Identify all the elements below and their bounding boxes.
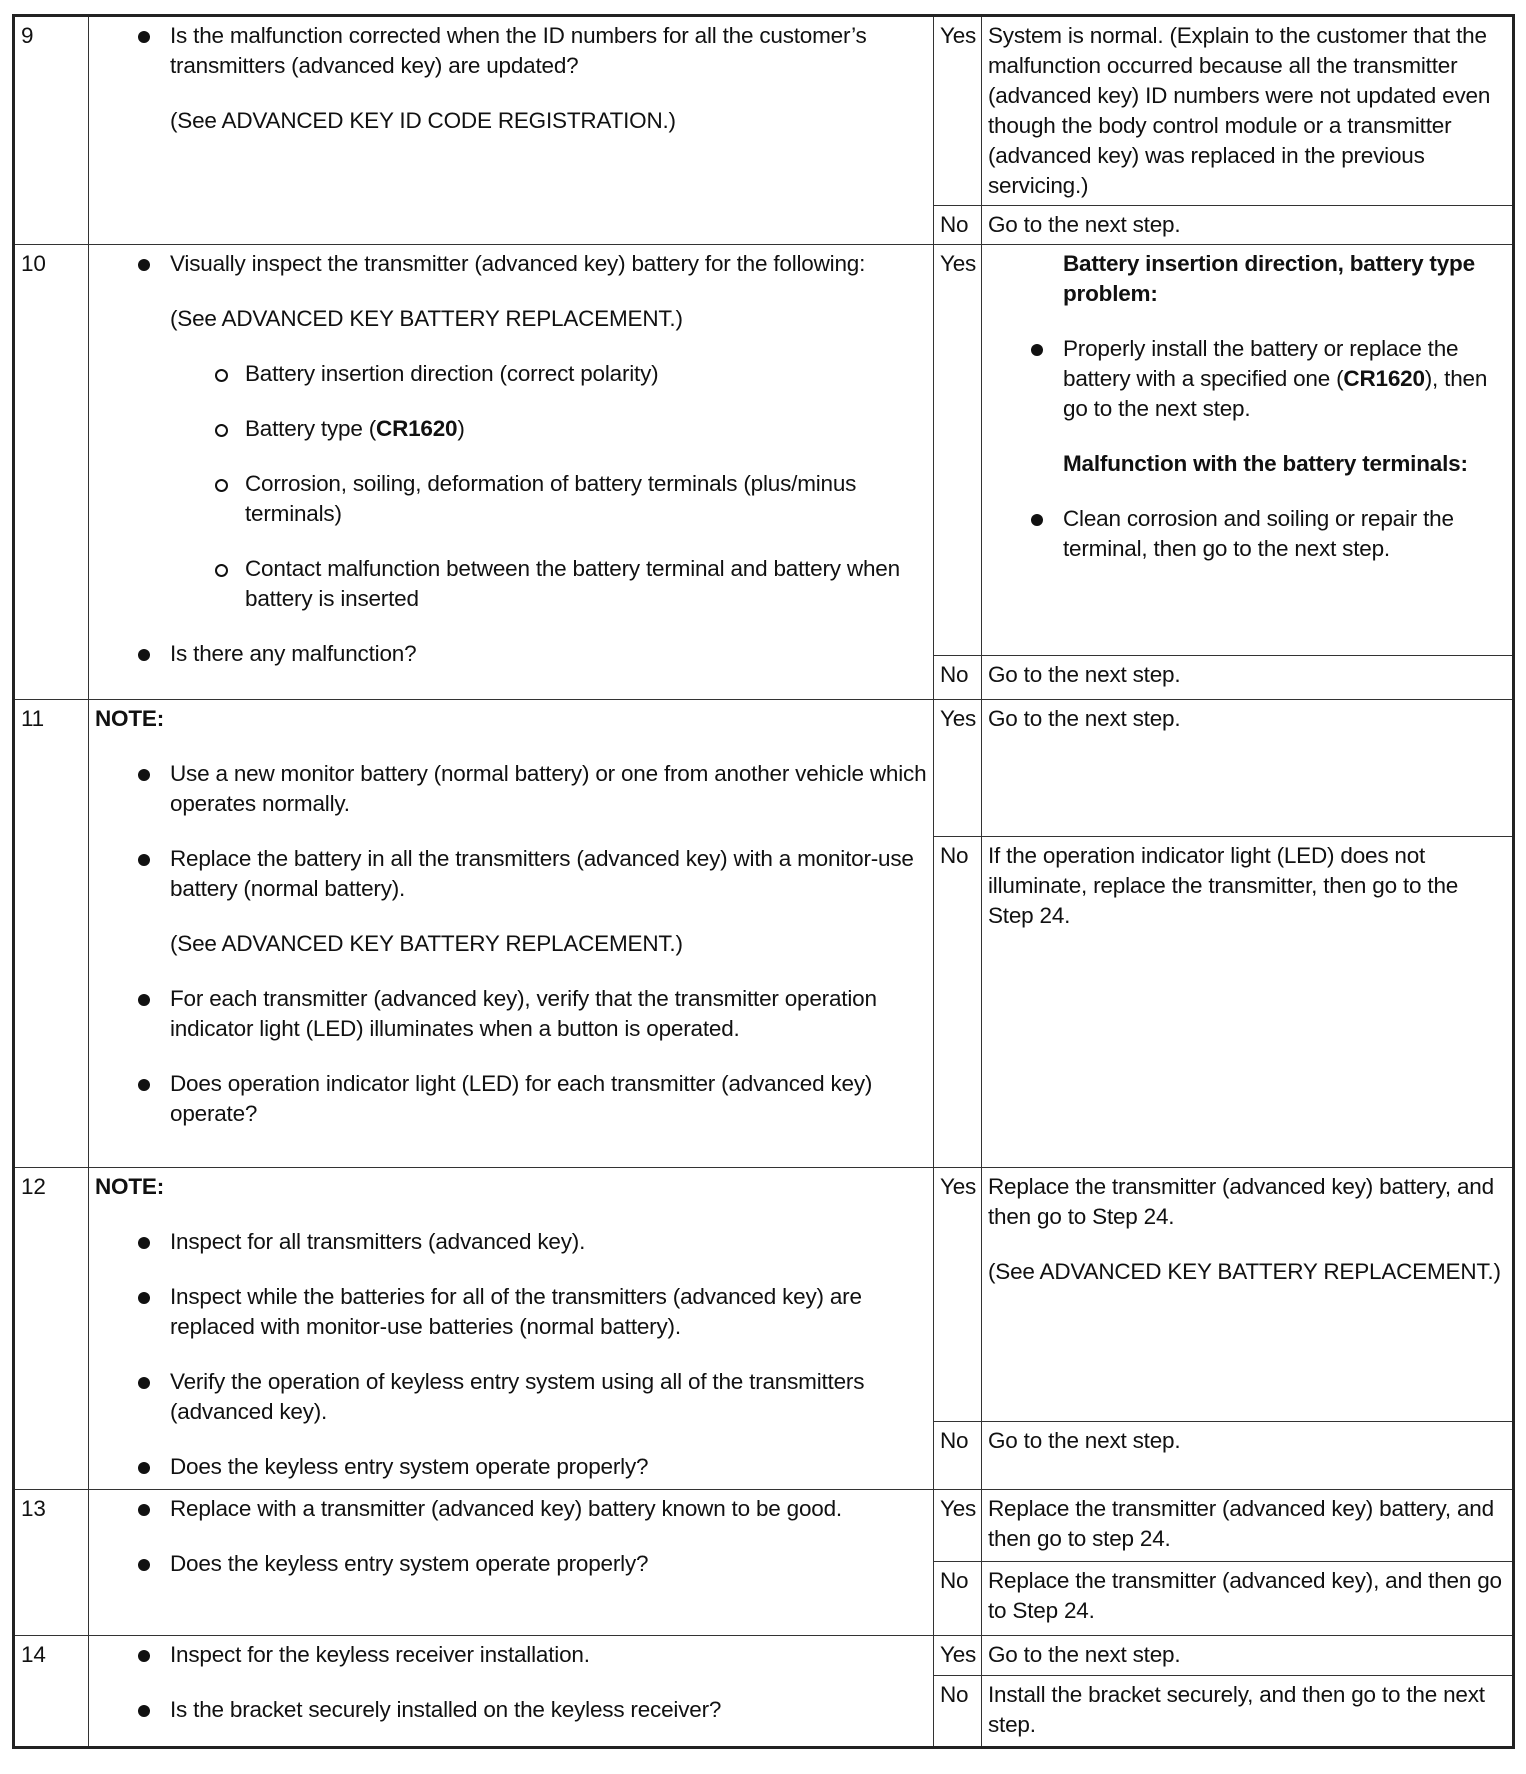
step-number: 9 [14,16,89,245]
no-label: No [934,206,982,245]
step-description [89,1168,934,1490]
sub-item: Contact malfunction between the battery terminal and battery when battery is inserted [95,554,927,614]
no-action: Go to the next step. [982,1422,1514,1490]
yes-action: System is normal. (Explain to the customer that the malfunction occurred because all the transmitter (advanced key) ID numbers were not updated even though the body control module or a transmitter (advanced key) was replaced in the previous servicing.) [982,16,1514,206]
no-label: No [934,1562,982,1636]
yes-label: Yes [934,1636,982,1676]
yes-action: Go to the next step. [982,700,1514,837]
action-heading: Malfunction with the battery terminals: [1063,451,1468,476]
note-label: NOTE: [95,1174,164,1199]
sub-item: Corrosion, soiling, deformation of battery terminals (plus/minus terminals) [95,469,927,529]
bullet-item: Verify the operation of keyless entry system using all of the transmitters (advanced key). [95,1367,927,1427]
bullet-item: Inspect for the keyless receiver installation. [95,1640,927,1670]
yes-label: Yes [934,245,982,656]
step-13-row-yes [14,1490,1514,1562]
bullet-item: Does operation indicator light (LED) for each transmitter (advanced key) operate? [95,1069,927,1129]
yes-label: Yes [934,16,982,206]
step-description [89,700,934,1168]
no-action: Go to the next step. [982,206,1514,245]
step-number: 13 [14,1490,89,1636]
sub-item: Battery insertion direction (correct polarity) [95,359,927,389]
no-label: No [934,656,982,700]
yes-action-text: Replace the transmitter (advanced key) battery, and then go to Step 24. [988,1174,1494,1229]
action-heading: Battery insertion direction, battery type problem: [1063,251,1475,306]
step-number: 10 [14,245,89,700]
bullet-item: Is the malfunction corrected when the ID numbers for all the customer’s transmitters (advanced key) are updated? [95,21,927,81]
step-number: 12 [14,1168,89,1490]
see-reference: (See ADVANCED KEY ID CODE REGISTRATION.) [170,108,676,133]
yes-action: Replace the transmitter (advanced key) battery, and then go to step 24. [982,1490,1514,1562]
note-label: NOTE: [95,706,164,731]
diagnostic-procedure-table [12,14,1515,1749]
bullet-item: Visually inspect the transmitter (advanced key) battery for the following: [95,249,927,279]
see-reference: (See ADVANCED KEY BATTERY REPLACEMENT.) [170,931,683,956]
step-10-row-yes [14,245,1514,656]
step-number: 14 [14,1636,89,1748]
yes-action: Go to the next step. [982,1636,1514,1676]
bullet-item: For each transmitter (advanced key), verify that the transmitter operation indicator light (LED) illuminates when a button is operated. [95,984,927,1044]
no-label: No [934,837,982,1168]
no-action: Go to the next step. [982,656,1514,700]
bullet-item: Is the bracket securely installed on the keyless receiver? [95,1695,927,1725]
see-reference: (See ADVANCED KEY BATTERY REPLACEMENT.) [988,1259,1501,1284]
bullet-item: Does the keyless entry system operate properly? [95,1549,927,1579]
no-action: Install the bracket securely, and then go to the next step. [982,1676,1514,1748]
bullet-item: Replace with a transmitter (advanced key) battery known to be good. [95,1494,927,1524]
step-12-row-yes [14,1168,1514,1422]
yes-label: Yes [934,1168,982,1422]
yes-action [982,245,1514,656]
step-9-row-yes [14,16,1514,206]
no-action: Replace the transmitter (advanced key), and then go to Step 24. [982,1562,1514,1636]
action-bullet: Clean corrosion and soiling or repair the terminal, then go to the next step. [988,504,1506,564]
bullet-item: Replace the battery in all the transmitters (advanced key) with a monitor-use battery (normal battery). [95,844,927,904]
step-description [89,16,934,245]
bullet-item: Does the keyless entry system operate properly? [95,1452,927,1482]
see-reference: (See ADVANCED KEY BATTERY REPLACEMENT.) [170,306,683,331]
bullet-item: Inspect while the batteries for all of the transmitters (advanced key) are replaced with monitor-use batteries (normal battery). [95,1282,927,1342]
no-label: No [934,1676,982,1748]
step-description [89,1636,934,1748]
action-bullet: Properly install the battery or replace the battery with a specified one (CR1620), then go to the next step. [988,334,1506,424]
bullet-item: Inspect for all transmitters (advanced key). [95,1227,927,1257]
yes-action [982,1168,1514,1422]
bullet-item: Use a new monitor battery (normal battery) or one from another vehicle which operates normally. [95,759,927,819]
step-description [89,1490,934,1636]
yes-label: Yes [934,1490,982,1562]
step-11-row-yes [14,700,1514,837]
no-action: If the operation indicator light (LED) does not illuminate, replace the transmitter, then go to the Step 24. [982,837,1514,1168]
step-number: 11 [14,700,89,1168]
step-14-row-yes [14,1636,1514,1676]
bullet-item: Is there any malfunction? [95,639,927,669]
step-description [89,245,934,700]
yes-label: Yes [934,700,982,837]
sub-item: Battery type (CR1620) [95,414,927,444]
no-label: No [934,1422,982,1490]
